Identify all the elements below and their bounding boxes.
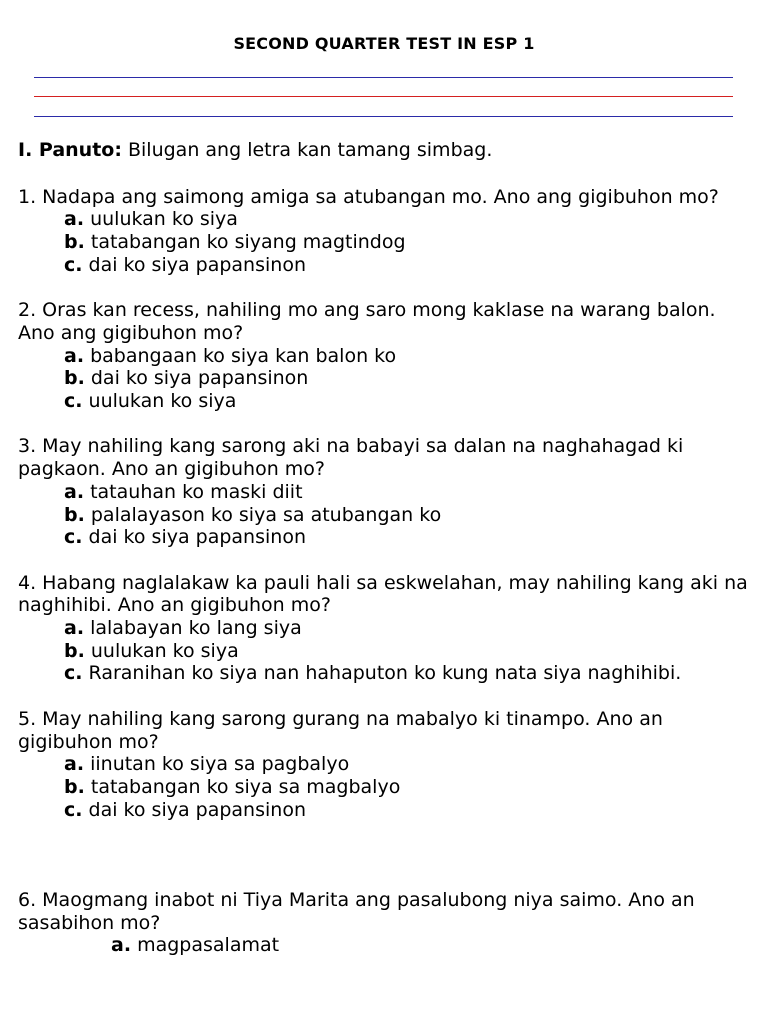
option-letter: b. <box>64 367 85 390</box>
instructions <box>18 139 753 162</box>
option-text: uulukan ko siya <box>90 639 239 662</box>
question-4 <box>18 572 753 686</box>
option-text: babangaan ko siya kan balon ko <box>90 344 397 367</box>
option-letter: b. <box>64 231 85 254</box>
option-c[interactable] <box>18 390 753 413</box>
instructions-label: I. Panuto: <box>18 139 122 161</box>
option-text: iinutan ko siya sa pagbalyo <box>90 753 350 776</box>
option-letter: c. <box>64 253 83 276</box>
option-a[interactable] <box>18 934 753 957</box>
option-a[interactable] <box>18 481 753 504</box>
option-text: dai ko siya papansinon <box>88 798 306 821</box>
option-a[interactable] <box>18 617 753 640</box>
option-b[interactable] <box>18 504 753 527</box>
option-letter: a. <box>111 934 132 957</box>
instructions-text: Bilugan ang letra kan tamang simbag. <box>127 139 493 161</box>
header-rule-blue-bottom <box>34 116 733 117</box>
option-c[interactable] <box>18 526 753 549</box>
option-text: tatabangan ko siya sa magbalyo <box>90 775 401 798</box>
question-3 <box>18 435 753 549</box>
header-rule-red <box>34 96 733 97</box>
option-text: tatabangan ko siyang magtindog <box>90 231 406 254</box>
question-text: 1. Nadapa ang saimong amiga sa atubangan mo. Ano ang gigibuhon mo? <box>18 185 719 208</box>
option-letter: c. <box>64 662 83 685</box>
question-text: 3. May nahiling kang sarong aki na babayi sa dalan na naghahagad ki pagkaon. Ano an gigibuhon mo? <box>18 435 684 481</box>
question-2 <box>18 299 753 413</box>
question-text: 5. May nahiling kang sarong gurang na mabalyo ki tinampo. Ano an gigibuhon mo? <box>18 707 663 753</box>
option-letter: a. <box>64 344 85 367</box>
option-letter: b. <box>64 639 85 662</box>
option-letter: a. <box>64 208 85 231</box>
option-text: dai ko siya papansinon <box>90 367 309 390</box>
option-b[interactable] <box>18 640 753 663</box>
question-text: 2. Oras kan recess, nahiling mo ang saro mong kaklase na warang balon. Ano ang gigibuhon mo? <box>18 299 716 344</box>
question-text: 4. Habang naglalakaw ka pauli hali sa eskwelahan, may nahiling kang aki na naghihibi. Ano an gigibuhon mo? <box>18 571 748 617</box>
question-text: 6. Maogmang inabot ni Tiya Marita ang pasalubong niya saimo. Ano an sasabihon mo? <box>18 889 695 934</box>
option-letter: c. <box>64 798 83 821</box>
option-text: dai ko siya papansinon <box>88 253 306 276</box>
option-text: palalayason ko siya sa atubangan ko <box>90 503 442 526</box>
option-text: tatauhan ko maski diit <box>90 480 303 503</box>
question-6 <box>18 889 753 957</box>
option-b[interactable] <box>18 367 753 390</box>
option-c[interactable] <box>18 799 753 822</box>
option-text: lalabayan ko lang siya <box>90 617 302 640</box>
option-text: magpasalamat <box>137 934 280 957</box>
question-5 <box>18 708 753 822</box>
option-b[interactable] <box>18 231 753 254</box>
option-c[interactable] <box>18 662 753 685</box>
option-letter: a. <box>64 480 85 503</box>
option-text: Raranihan ko siya nan hahaputon ko kung nata siya naghihibi. <box>88 662 682 685</box>
spacer <box>18 844 753 889</box>
option-b[interactable] <box>18 776 753 799</box>
option-a[interactable] <box>18 753 753 776</box>
option-a[interactable] <box>18 345 753 368</box>
header-rule-blue-top <box>34 77 733 78</box>
option-letter: b. <box>64 775 85 798</box>
option-text: uulukan ko siya <box>90 208 238 231</box>
option-letter: a. <box>64 617 85 640</box>
option-c[interactable] <box>18 254 753 277</box>
option-letter: a. <box>64 753 85 776</box>
option-letter: c. <box>64 390 83 413</box>
option-text: dai ko siya papansinon <box>88 526 306 549</box>
page-title: SECOND QUARTER TEST IN ESP 1 <box>233 34 535 53</box>
question-1 <box>18 186 753 277</box>
test-content <box>18 139 753 980</box>
option-letter: c. <box>64 526 83 549</box>
option-a[interactable] <box>18 208 753 231</box>
option-letter: b. <box>64 503 85 526</box>
option-text: uulukan ko siya <box>88 390 237 413</box>
